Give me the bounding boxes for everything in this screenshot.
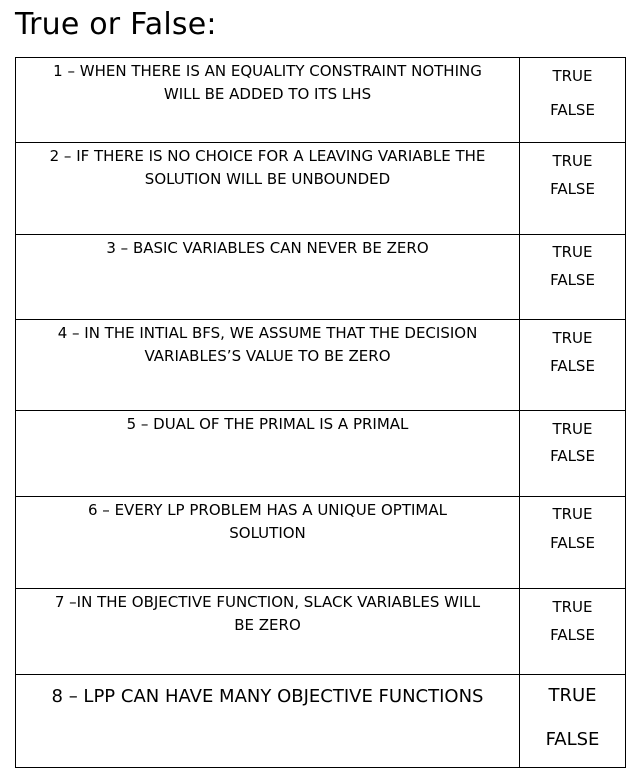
answer-cell — [520, 235, 626, 320]
question-row — [16, 675, 626, 768]
true-option[interactable]: TRUE — [552, 598, 593, 616]
question-cell — [16, 235, 520, 320]
question-text: 2 – IF THERE IS NO CHOICE FOR A LEAVING VARIABLE THE SOLUTION WILL BE UNBOUNDED — [49, 147, 486, 188]
false-option[interactable]: FALSE — [550, 271, 595, 289]
false-option[interactable]: FALSE — [550, 180, 595, 198]
question-cell — [16, 497, 520, 589]
false-option[interactable]: FALSE — [550, 534, 595, 552]
true-option[interactable]: TRUE — [548, 685, 597, 706]
false-option[interactable]: FALSE — [550, 626, 595, 644]
question-row — [16, 143, 626, 235]
true-option[interactable]: TRUE — [552, 152, 593, 170]
answer-cell — [520, 411, 626, 497]
question-text: 3 – BASIC VARIABLES CAN NEVER BE ZERO — [106, 239, 429, 257]
answer-cell — [520, 497, 626, 589]
answer-cell — [520, 675, 626, 768]
question-cell — [16, 411, 520, 497]
question-cell — [16, 143, 520, 235]
question-cell — [16, 58, 520, 143]
question-row — [16, 497, 626, 589]
question-text: 1 – WHEN THERE IS AN EQUALITY CONSTRAINT NOTHING WILL BE ADDED TO ITS LHS — [53, 62, 482, 103]
question-text: 4 – IN THE INTIAL BFS, WE ASSUME THAT THE DECISION VARIABLES’S VALUE TO BE ZERO — [57, 324, 478, 365]
true-false-table — [15, 57, 626, 768]
question-cell — [16, 589, 520, 675]
false-option[interactable]: FALSE — [550, 101, 595, 119]
page-title: True or False: — [15, 7, 217, 42]
true-option[interactable]: TRUE — [552, 505, 593, 523]
answer-cell — [520, 320, 626, 411]
true-option[interactable]: TRUE — [552, 67, 593, 85]
true-option[interactable]: TRUE — [552, 329, 593, 347]
question-row — [16, 235, 626, 320]
question-row — [16, 589, 626, 675]
question-cell — [16, 320, 520, 411]
question-row — [16, 320, 626, 411]
question-row — [16, 411, 626, 497]
true-option[interactable]: TRUE — [552, 420, 593, 438]
answer-cell — [520, 589, 626, 675]
answer-cell — [520, 143, 626, 235]
false-option[interactable]: FALSE — [545, 729, 600, 750]
false-option[interactable]: FALSE — [550, 447, 595, 465]
question-row — [16, 58, 626, 143]
true-option[interactable]: TRUE — [552, 243, 593, 261]
answer-cell — [520, 58, 626, 143]
question-text: 7 –IN THE OBJECTIVE FUNCTION, SLACK VARIABLES WILL BE ZERO — [54, 593, 481, 634]
question-text: 8 – LPP CAN HAVE MANY OBJECTIVE FUNCTIONS — [51, 686, 484, 707]
false-option[interactable]: FALSE — [550, 357, 595, 375]
question-text: 6 – EVERY LP PROBLEM HAS A UNIQUE OPTIMAL SOLUTION — [88, 501, 447, 542]
question-text: 5 – DUAL OF THE PRIMAL IS A PRIMAL — [126, 415, 409, 433]
question-cell — [16, 675, 520, 768]
